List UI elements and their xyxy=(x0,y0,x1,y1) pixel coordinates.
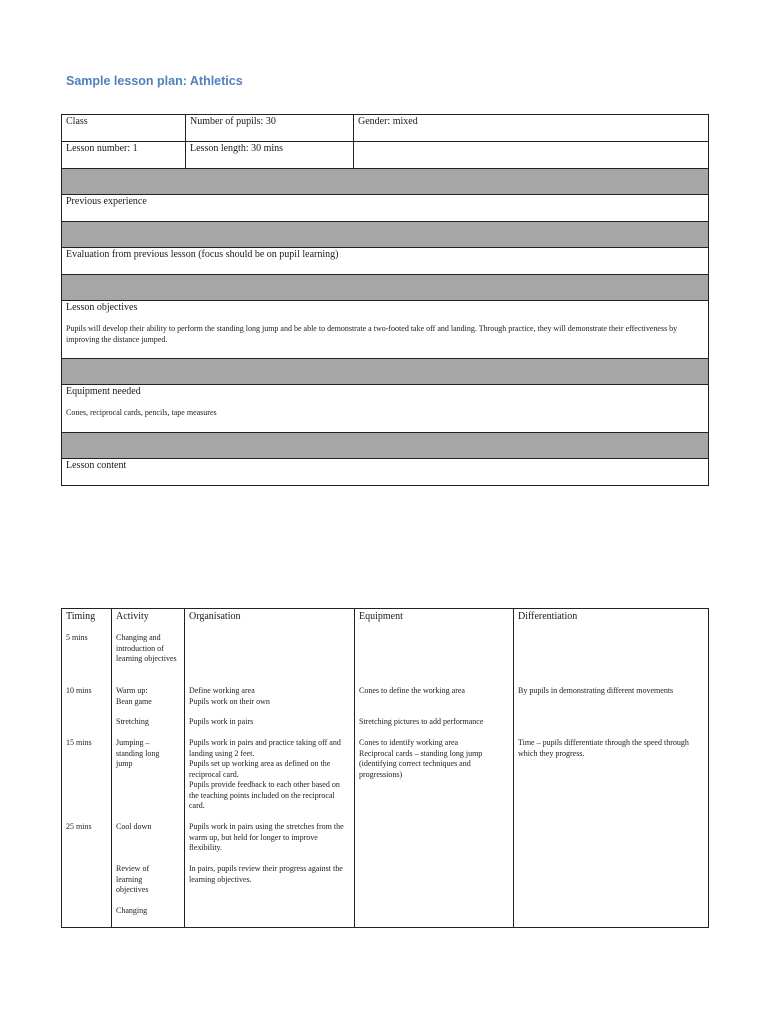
lesson-number-cell: Lesson number: 1 xyxy=(62,142,186,169)
activity-item: Review of learning objectives xyxy=(116,864,150,894)
activity-item: Jumping – standing long jump xyxy=(116,738,160,768)
lesson-info-table xyxy=(61,114,709,486)
header-equipment: Equipment xyxy=(359,611,403,622)
timing-item: 15 mins xyxy=(66,738,92,747)
activity-item: Stretching xyxy=(116,717,149,726)
activity-item: Changing and introduction of learning objectives xyxy=(116,633,177,663)
timing-item: 25 mins xyxy=(66,822,92,831)
differentiation-column xyxy=(514,609,709,928)
previous-experience: Previous experience xyxy=(62,195,709,222)
header-differentiation: Differentiation xyxy=(518,611,578,622)
header-organisation: Organisation xyxy=(189,611,241,622)
differentiation-item: Time – pupils differentiate through the speed through which they progress. xyxy=(518,738,689,758)
objectives-label: Lesson objectives xyxy=(66,302,138,313)
equipment-text: Cones, reciprocal cards, pencils, tape measures xyxy=(66,408,217,417)
activity-item: Warm up: Bean game xyxy=(116,686,152,706)
equipment-item: Cones to identify working area Reciprocal cards – standing long jump (identifying correct techniques and progressions) xyxy=(359,738,483,779)
header-activity: Activity xyxy=(116,611,149,622)
lesson-length-cell: Lesson length: 30 mins xyxy=(186,142,354,169)
organisation-item: Pupils work in pairs xyxy=(189,717,254,726)
gray-divider xyxy=(62,275,709,301)
equipment-label: Equipment needed xyxy=(66,386,141,397)
empty-cell xyxy=(354,142,709,169)
header-timing: Timing xyxy=(66,611,96,622)
timing-item: 10 mins xyxy=(66,686,92,695)
gray-divider xyxy=(62,433,709,459)
organisation-item: Define working area Pupils work on their own xyxy=(189,686,270,706)
gray-divider xyxy=(62,359,709,385)
organisation-item: Pupils work in pairs using the stretches from the warm up, but held for longer to improve flexibility. xyxy=(189,822,344,852)
organisation-item: In pairs, pupils review their progress against the learning objectives. xyxy=(189,864,343,884)
page-title: Sample lesson plan: Athletics xyxy=(66,74,243,88)
activity-column xyxy=(112,609,185,928)
pupils-cell: Number of pupils: 30 xyxy=(186,115,354,142)
class-cell: Class xyxy=(62,115,186,142)
gray-divider xyxy=(62,222,709,248)
timing-column xyxy=(62,609,112,928)
equipment-item: Cones to define the working area xyxy=(359,686,465,695)
activity-item: Changing xyxy=(116,906,148,915)
organisation-item: Pupils work in pairs and practice taking off and landing using 2 feet. Pupils set up working area as defined on the reciprocal card. Pupils provide feedback to each other based on the teaching points included on the reciprocal card. xyxy=(189,738,341,810)
lesson-content: Lesson content xyxy=(62,459,709,486)
equipment-needed-cell xyxy=(62,385,709,433)
gray-divider xyxy=(62,169,709,195)
equipment-item: Stretching pictures to add performance xyxy=(359,717,484,726)
objectives-text: Pupils will develop their ability to perform the standing long jump and be able to demonstrate a two-footed take off and landing. Through practice, they will demonstrate their effectiveness by improving the distance jumped. xyxy=(66,324,678,344)
organisation-column xyxy=(185,609,355,928)
timing-item: 5 mins xyxy=(66,633,88,642)
equipment-column xyxy=(355,609,514,928)
gender-cell: Gender: mixed xyxy=(354,115,709,142)
objectives-cell xyxy=(62,301,709,359)
activity-item: Cool down xyxy=(116,822,152,831)
differentiation-item: By pupils in demonstrating different movements xyxy=(518,686,674,695)
lesson-plan-table xyxy=(61,608,709,928)
evaluation: Evaluation from previous lesson (focus should be on pupil learning) xyxy=(62,248,709,275)
